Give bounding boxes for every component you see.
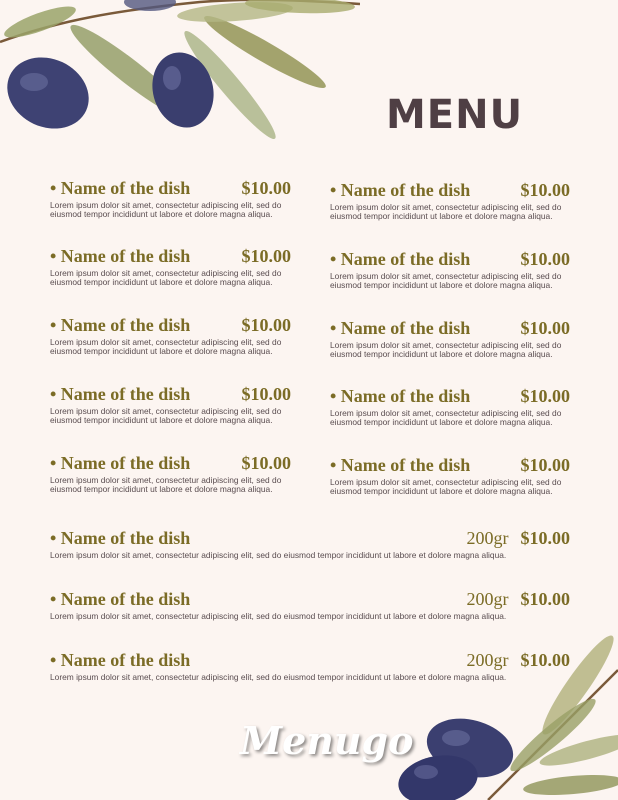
dish-price: $10.00 — [520, 650, 570, 670]
dish-weight: 200gr — [466, 528, 509, 548]
menu-item — [330, 180, 570, 221]
dish-description: Lorem ipsum dolor sit amet, consectetur adipiscing elit, sed do eiusmod tempor incididunt ut labore et dolore magna aliqua. — [50, 200, 282, 220]
dish-name: • Name of the dish — [50, 528, 191, 548]
dish-description: Lorem ipsum dolor sit amet, consectetur adipiscing elit, sed do eiusmod tempor incididunt ut labore et dolore magna aliqua. — [330, 340, 562, 360]
dish-price: $10.00 — [520, 589, 570, 609]
dish-weight: 200gr — [466, 650, 509, 670]
menu-item — [330, 318, 570, 359]
menu-item-wide — [50, 528, 570, 560]
dish-name: • Name of the dish — [50, 589, 191, 609]
dish-name: • Name of the dish — [50, 650, 191, 670]
menu-item — [50, 315, 291, 356]
dish-name: • Name of the dish — [50, 315, 191, 335]
dish-name: • Name of the dish — [50, 246, 191, 266]
menu-item — [330, 386, 570, 427]
dish-price: $10.00 — [241, 453, 291, 473]
dish-description: Lorem ipsum dolor sit amet, consectetur adipiscing elit, sed do eiusmod tempor incididunt ut labore et dolore magna aliqua. — [50, 550, 507, 560]
olive-branch-bottom-illustration — [388, 630, 618, 800]
dish-price: $10.00 — [241, 246, 291, 266]
dish-description: Lorem ipsum dolor sit amet, consectetur adipiscing elit, sed do eiusmod tempor incididunt ut labore et dolore magna aliqua. — [330, 271, 562, 291]
dish-price: $10.00 — [241, 178, 291, 198]
menu-item — [50, 246, 291, 287]
dish-price: $10.00 — [241, 384, 291, 404]
dish-price: $10.00 — [520, 180, 570, 200]
dish-name: • Name of the dish — [50, 178, 191, 198]
dish-name: • Name of the dish — [50, 453, 191, 473]
menu-item — [330, 455, 570, 496]
dish-description: Lorem ipsum dolor sit amet, consectetur adipiscing elit, sed do eiusmod tempor incididunt ut labore et dolore magna aliqua. — [50, 268, 282, 288]
dish-description: Lorem ipsum dolor sit amet, consectetur adipiscing elit, sed do eiusmod tempor incididunt ut labore et dolore magna aliqua. — [50, 611, 507, 621]
dish-price: $10.00 — [520, 528, 570, 548]
dish-price: $10.00 — [241, 315, 291, 335]
dish-name: • Name of the dish — [330, 455, 471, 475]
dish-name: • Name of the dish — [330, 386, 471, 406]
menu-item — [50, 384, 291, 425]
menu-item — [50, 453, 291, 494]
dish-description: Lorem ipsum dolor sit amet, consectetur adipiscing elit, sed do eiusmod tempor incididunt ut labore et dolore magna aliqua. — [50, 406, 282, 426]
dish-price: $10.00 — [520, 318, 570, 338]
dish-name: • Name of the dish — [50, 384, 191, 404]
dish-description: Lorem ipsum dolor sit amet, consectetur adipiscing elit, sed do eiusmod tempor incididunt ut labore et dolore magna aliqua. — [50, 337, 282, 357]
dish-price: $10.00 — [520, 455, 570, 475]
dish-description: Lorem ipsum dolor sit amet, consectetur adipiscing elit, sed do eiusmod tempor incididunt ut labore et dolore magna aliqua. — [50, 475, 282, 495]
dish-name: • Name of the dish — [330, 318, 471, 338]
dish-price: $10.00 — [520, 249, 570, 269]
dish-name: • Name of the dish — [330, 180, 471, 200]
dish-description: Lorem ipsum dolor sit amet, consectetur adipiscing elit, sed do eiusmod tempor incididunt ut labore et dolore magna aliqua. — [330, 477, 562, 497]
menu-title: MENU — [386, 92, 524, 138]
dish-description: Lorem ipsum dolor sit amet, consectetur adipiscing elit, sed do eiusmod tempor incididunt ut labore et dolore magna aliqua. — [330, 408, 562, 428]
brand-logo: Menugo — [240, 718, 414, 763]
dish-description: Lorem ipsum dolor sit amet, consectetur adipiscing elit, sed do eiusmod tempor incididunt ut labore et dolore magna aliqua. — [50, 672, 507, 682]
dish-price: $10.00 — [520, 386, 570, 406]
dish-weight: 200gr — [466, 589, 509, 609]
dish-description: Lorem ipsum dolor sit amet, consectetur adipiscing elit, sed do eiusmod tempor incididunt ut labore et dolore magna aliqua. — [330, 202, 562, 222]
menu-item — [330, 249, 570, 290]
menu-item-wide — [50, 589, 570, 621]
menu-item — [50, 178, 291, 219]
olive-branch-top-illustration — [0, 0, 360, 170]
dish-name: • Name of the dish — [330, 249, 471, 269]
